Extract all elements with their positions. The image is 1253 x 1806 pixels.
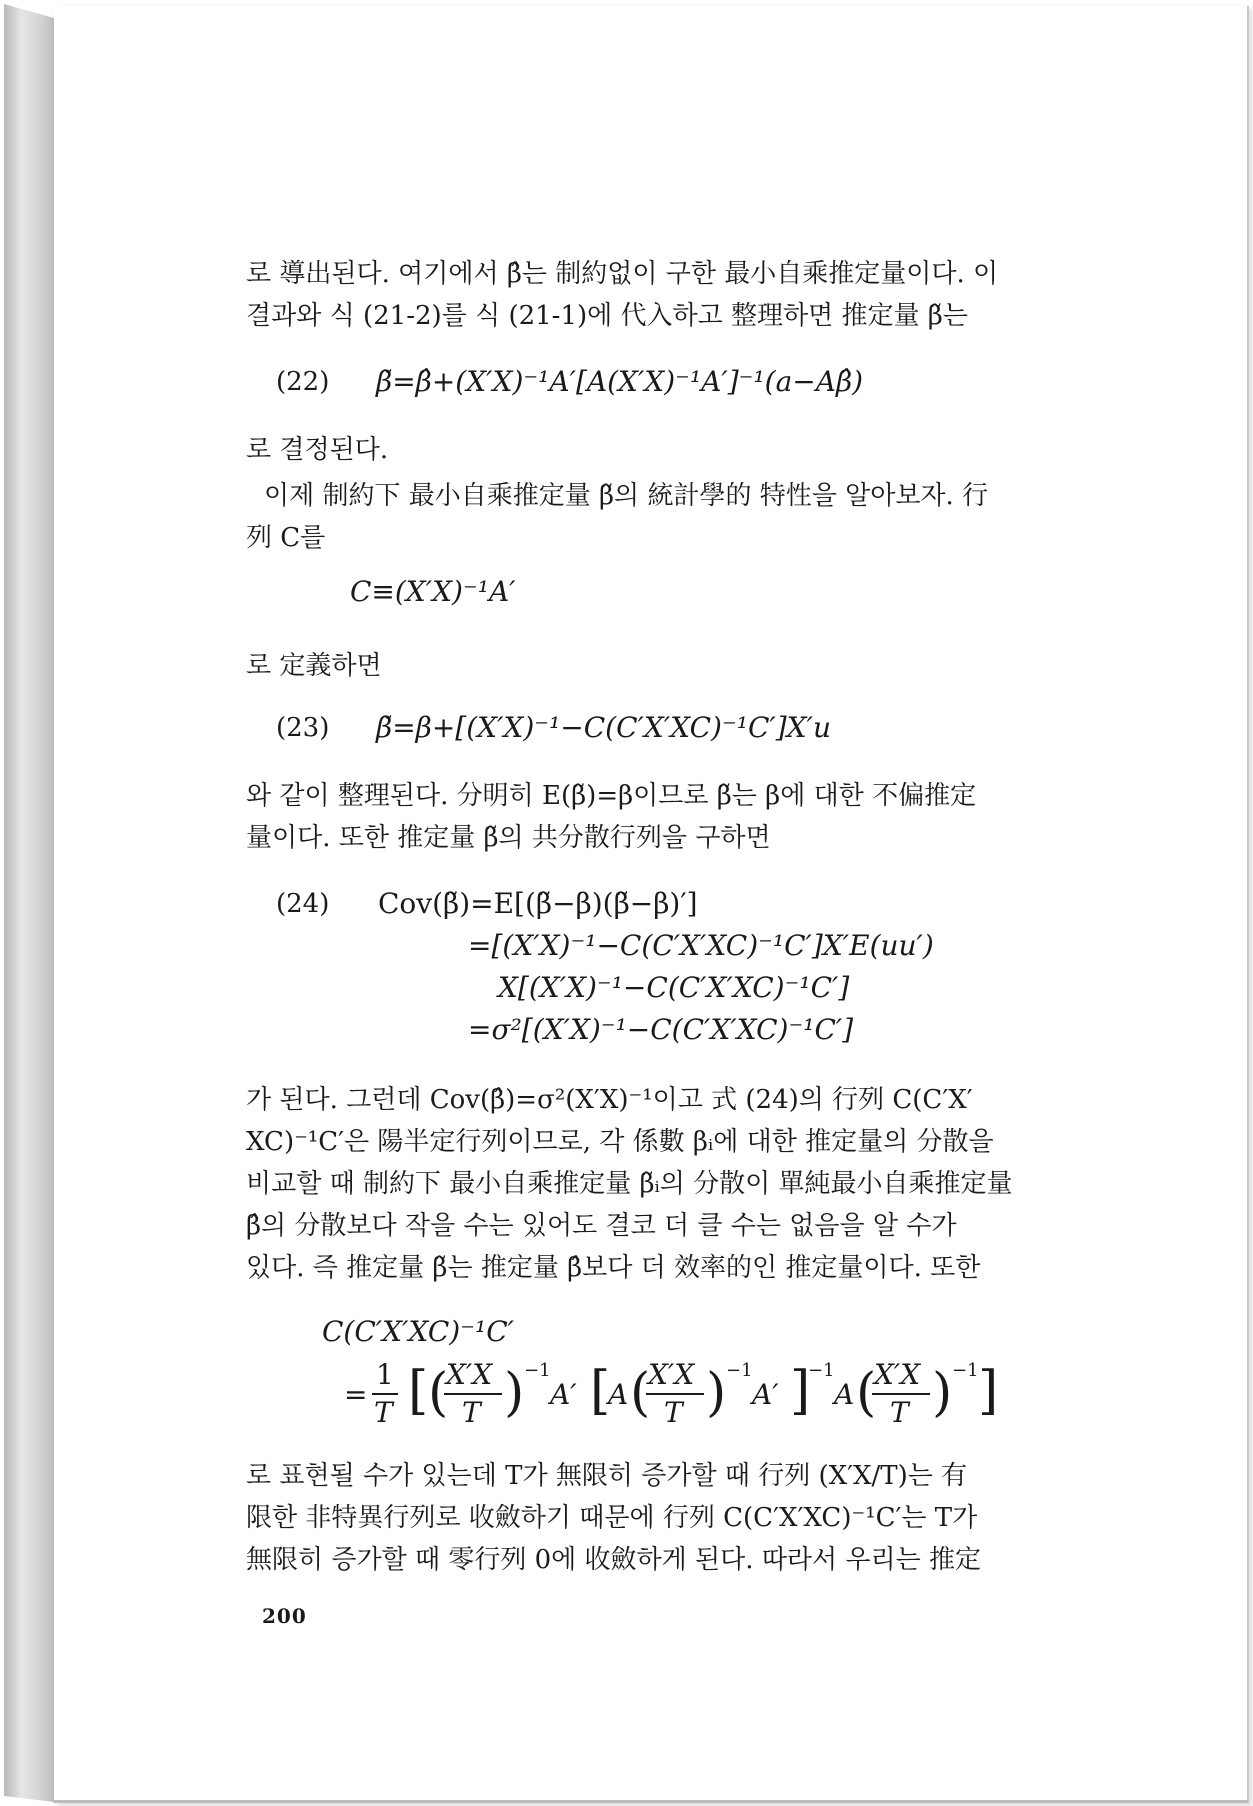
limit-bracket-close: ] bbox=[978, 1361, 999, 1421]
limit-xx-1: X′X bbox=[446, 1358, 493, 1391]
text-line-9: 가 된다. 그런데 Cov(β̂)=σ²(X′X)⁻¹이고 式 (24)의 行列 C(C′X′ bbox=[246, 1085, 973, 1115]
equation-24-line-3: X[(X′X)⁻¹−C(C′X′XC)⁻¹C′] bbox=[498, 971, 850, 1004]
book-spine bbox=[4, 4, 54, 1802]
text-line-13: 있다. 즉 推定量 β̃는 推定量 β̂보다 더 效率的인 推定量이다. 또한 bbox=[246, 1253, 981, 1283]
text-line-14: 로 표현될 수가 있는데 T가 無限히 증가할 때 行列 (X′X/T)는 有 bbox=[246, 1461, 968, 1491]
definition-c: C≡(X′X)⁻¹A′ bbox=[350, 575, 516, 608]
equation-number-22: (22) bbox=[276, 367, 330, 397]
text-line-2: 결과와 식 (21-2)를 식 (21-1)에 代入하고 整理하면 推定量 β̃는 bbox=[246, 301, 968, 331]
text-line-8: 量이다. 또한 推定量 β̃의 共分散行列을 구하면 bbox=[246, 823, 771, 853]
equation-24-line-2: =[(X′X)⁻¹−C(C′X′XC)⁻¹C′]X′E(uu′) bbox=[468, 929, 934, 962]
text-line-3: 로 결정된다. bbox=[246, 435, 389, 465]
limit-exp-2: −1 bbox=[726, 1360, 753, 1381]
text-line-5: 列 C를 bbox=[246, 523, 326, 553]
limit-t-3: T bbox=[664, 1396, 683, 1429]
text-line-16: 無限히 증가할 때 零行列 0에 收斂하게 된다. 따라서 우리는 推定 bbox=[246, 1545, 982, 1575]
limit-paren-close-1: ) bbox=[504, 1363, 525, 1423]
limit-bracket-open-2: [ bbox=[590, 1361, 611, 1421]
equation-number-23: (23) bbox=[276, 713, 330, 743]
text-line-10: XC)⁻¹C′은 陽半定行列이므로, 각 係數 βᵢ에 대한 推定量의 分散을 bbox=[246, 1127, 994, 1157]
limit-t-2: T bbox=[462, 1396, 481, 1429]
limit-paren-open-3: ( bbox=[856, 1363, 877, 1423]
equation-23: β̃=β+[(X′X)⁻¹−C(C′X′XC)⁻¹C′]X′u bbox=[376, 711, 831, 744]
limit-paren-close-3: ) bbox=[932, 1363, 953, 1423]
text-line-7: 와 같이 整理된다. 分明히 E(β̃)=β이므로 β̃는 β에 대한 不偏推定 bbox=[246, 781, 977, 811]
limit-exp-4: −1 bbox=[952, 1360, 979, 1381]
limit-expression-line-1: C(C′X′XC)⁻¹C′ bbox=[322, 1315, 514, 1348]
limit-equals-sign: = bbox=[344, 1378, 368, 1411]
limit-a-2: A bbox=[834, 1378, 855, 1411]
limit-bracket-close-2: ] bbox=[790, 1361, 811, 1421]
limit-paren-close-2: ) bbox=[706, 1363, 727, 1423]
limit-xx-3: X′X bbox=[874, 1358, 921, 1391]
equation-24-line-4: =σ²[(X′X)⁻¹−C(C′X′XC)⁻¹C′] bbox=[468, 1013, 854, 1046]
limit-expression-fraction bbox=[344, 1354, 1044, 1434]
text-line-15: 限한 非特異行列로 收斂하기 때문에 行列 C(C′X′XC)⁻¹C′는 T가 bbox=[246, 1503, 978, 1533]
limit-a-prime-1: A′ bbox=[550, 1378, 577, 1411]
book-page bbox=[54, 6, 1249, 1803]
limit-one: 1 bbox=[376, 1358, 394, 1391]
limit-exp-1: −1 bbox=[524, 1360, 551, 1381]
text-line-1: 로 導出된다. 여기에서 β̂는 制約없이 구한 最小自乘推定量이다. 이 bbox=[246, 259, 999, 289]
limit-t-1: T bbox=[374, 1396, 393, 1429]
limit-bracket-open: [ bbox=[408, 1361, 429, 1421]
limit-a-prime-2: A′ bbox=[752, 1378, 779, 1411]
text-line-4: 이제 制約下 最小自乘推定量 β̃의 統計學的 特性을 알아보자. 行 bbox=[264, 481, 989, 511]
limit-a-1: A bbox=[608, 1378, 629, 1411]
page-number: 200 bbox=[262, 1604, 307, 1628]
text-line-12: β̂의 分散보다 작을 수는 있어도 결코 더 클 수는 없음을 알 수가 bbox=[246, 1211, 957, 1241]
limit-xx-2: X′X bbox=[648, 1358, 695, 1391]
text-line-6: 로 定義하면 bbox=[246, 651, 382, 681]
equation-number-24: (24) bbox=[276, 889, 330, 919]
equation-24-line-1: Cov(β̃)=E[(β̃−β)(β̃−β)′] bbox=[378, 887, 698, 920]
equation-22: β̃=β̂+(X′X)⁻¹A′[A(X′X)⁻¹A′]⁻¹(a−Aβ̂) bbox=[376, 365, 864, 398]
limit-t-4: T bbox=[890, 1396, 909, 1429]
limit-exp-3: −1 bbox=[808, 1360, 835, 1381]
text-line-11: 비교할 때 制約下 最小自乘推定量 β̃ᵢ의 分散이 單純最小自乘推定量 bbox=[246, 1169, 1013, 1199]
limit-paren-open-2: ( bbox=[630, 1363, 651, 1423]
limit-paren-open-1: ( bbox=[428, 1363, 449, 1423]
